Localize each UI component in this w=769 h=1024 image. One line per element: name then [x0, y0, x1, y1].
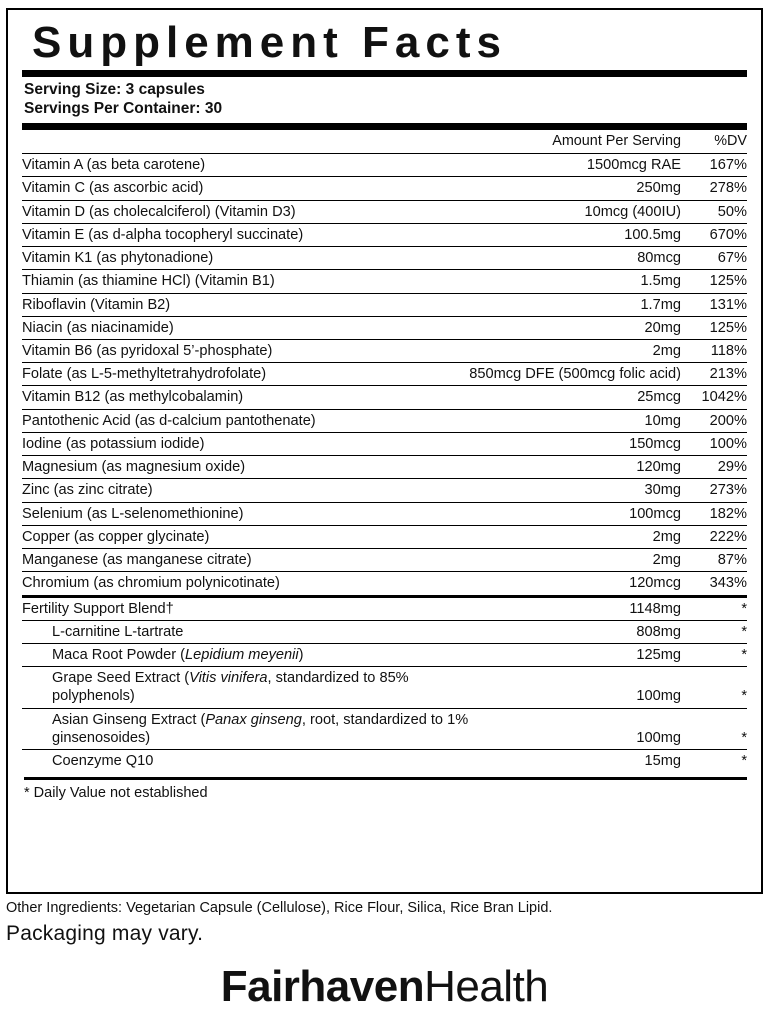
blend-item-name	[22, 667, 469, 708]
nutrient-dv: 213%	[681, 363, 747, 386]
divider-heavy-top	[22, 70, 747, 77]
nutrient-name: Copper (as copper glycinate)	[22, 525, 469, 548]
blend-item-dv: *	[681, 620, 747, 643]
nutrient-amount: 100.5mg	[469, 223, 681, 246]
nutrient-dv: 273%	[681, 479, 747, 502]
nutrient-name: Pantothenic Acid (as d-calcium pantothenate)	[22, 409, 469, 432]
nutrient-dv: 29%	[681, 456, 747, 479]
column-header-dv: %DV	[714, 133, 747, 150]
table-row	[22, 456, 747, 479]
nutrient-amount: 1500mcg RAE	[469, 154, 681, 177]
supplement-facts-panel	[6, 8, 763, 894]
nutrient-dv: 131%	[681, 293, 747, 316]
blend-item-amount: 100mg	[469, 708, 681, 749]
nutrient-name: Vitamin B12 (as methylcobalamin)	[22, 386, 469, 409]
blend-item-dv: *	[681, 708, 747, 749]
blend-item-name	[22, 620, 469, 643]
blend-item-name-text: Grape Seed Extract (	[52, 670, 190, 687]
nutrient-name: Vitamin K1 (as phytonadione)	[22, 247, 469, 270]
table-row	[22, 432, 747, 455]
table-row	[22, 620, 747, 643]
blend-item-amount: 808mg	[469, 620, 681, 643]
table-row	[22, 479, 747, 502]
table-row	[22, 409, 747, 432]
blend-item-name	[22, 708, 469, 749]
nutrient-name: Zinc (as zinc citrate)	[22, 479, 469, 502]
nutrient-amount: 10mg	[469, 409, 681, 432]
nutrient-amount: 120mcg	[469, 572, 681, 596]
nutrient-amount: 25mcg	[469, 386, 681, 409]
blend-item-name-text: Coenzyme Q10	[52, 753, 154, 770]
table-row	[22, 247, 747, 270]
nutrient-name: Folate (as L-5-methyltetrahydrofolate)	[22, 363, 469, 386]
nutrient-name: Selenium (as L-selenomethionine)	[22, 502, 469, 525]
nutrient-amount: 100mcg	[469, 502, 681, 525]
nutrient-dv: 182%	[681, 502, 747, 525]
table-row	[22, 525, 747, 548]
nutrient-name: Manganese (as manganese citrate)	[22, 549, 469, 572]
nutrient-amount: 20mg	[469, 316, 681, 339]
nutrient-dv: 343%	[681, 572, 747, 596]
table-row	[22, 293, 747, 316]
blend-item-latin-name: Vitis vinifera	[189, 670, 268, 687]
nutrient-amount: 30mg	[469, 479, 681, 502]
blend-item-name-suffix: )	[298, 647, 304, 664]
other-ingredients: Other Ingredients: Vegetarian Capsule (Cellulose), Rice Flour, Silica, Rice Bran Lipid.	[6, 900, 553, 916]
nutrient-name: Niacin (as niacinamide)	[22, 316, 469, 339]
nutrient-dv: 125%	[681, 316, 747, 339]
nutrient-amount: 120mg	[469, 456, 681, 479]
page-title: Supplement Facts	[32, 18, 507, 67]
table-row	[22, 667, 747, 708]
daily-value-footnote: * Daily Value not established	[24, 777, 747, 801]
nutrient-name: Vitamin C (as ascorbic acid)	[22, 177, 469, 200]
nutrient-amount: 2mg	[469, 549, 681, 572]
nutrient-dv: 200%	[681, 409, 747, 432]
table-row	[22, 270, 747, 293]
nutrient-dv: 87%	[681, 549, 747, 572]
table-row	[22, 708, 747, 749]
nutrient-name: Riboflavin (Vitamin B2)	[22, 293, 469, 316]
table-row	[22, 750, 747, 773]
nutrient-dv: 50%	[681, 200, 747, 223]
table-row	[22, 549, 747, 572]
blend-item-dv: *	[681, 644, 747, 667]
table-header-row	[22, 130, 747, 154]
packaging-note: Packaging may vary.	[6, 922, 204, 945]
blend-item-latin-name: Lepidium meyenii	[185, 647, 299, 664]
column-header-amount: Amount Per Serving	[552, 133, 681, 150]
nutrient-amount: 10mcg (400IU)	[469, 200, 681, 223]
nutrient-name: Vitamin E (as d-alpha tocopheryl succinate)	[22, 223, 469, 246]
blend-item-dv: *	[681, 667, 747, 708]
nutrient-dv: 125%	[681, 270, 747, 293]
nutrient-amount: 850mcg DFE (500mcg folic acid)	[469, 363, 681, 386]
blend-item-name	[22, 750, 469, 773]
nutrient-amount: 1.5mg	[469, 270, 681, 293]
brand-name-part1: Fairhaven	[220, 962, 425, 1011]
table-row	[22, 177, 747, 200]
nutrient-dv: 167%	[681, 154, 747, 177]
nutrient-name: Vitamin A (as beta carotene)	[22, 154, 469, 177]
nutrient-name: Chromium (as chromium polynicotinate)	[22, 572, 469, 596]
nutrient-amount: 1.7mg	[469, 293, 681, 316]
brand-logo	[0, 962, 769, 1012]
blend-item-dv: *	[681, 750, 747, 773]
nutrient-amount: 250mg	[469, 177, 681, 200]
table-row	[22, 502, 747, 525]
blend-item-name-text: L-carnitine L-tartrate	[52, 623, 184, 640]
blend-name: Fertility Support Blend†	[22, 596, 469, 620]
blend-item-amount: 125mg	[469, 644, 681, 667]
column-header-name	[22, 130, 469, 154]
blend-item-name-text: Maca Root Powder (	[52, 647, 186, 664]
nutrient-amount: 2mg	[469, 525, 681, 548]
table-row	[22, 363, 747, 386]
nutrient-amount: 2mg	[469, 339, 681, 362]
nutrition-table	[22, 130, 747, 772]
blend-header-row	[22, 596, 747, 620]
blend-item-latin-name: Panax ginseng	[205, 711, 302, 728]
blend-dv: *	[681, 596, 747, 620]
table-row	[22, 154, 747, 177]
table-row	[22, 200, 747, 223]
table-row	[22, 223, 747, 246]
nutrient-dv: 278%	[681, 177, 747, 200]
nutrient-dv: 1042%	[681, 386, 747, 409]
blend-item-name	[22, 644, 469, 667]
divider-heavy-mid	[22, 123, 747, 130]
serving-size: Serving Size: 3 capsules	[24, 81, 205, 99]
blend-item-name-text: Asian Ginseng Extract (	[52, 711, 206, 728]
table-row	[22, 572, 747, 596]
table-row	[22, 386, 747, 409]
blend-item-name-suffix: , root, standardized to 1% ginsenosoides)	[52, 711, 469, 746]
nutrient-dv: 100%	[681, 432, 747, 455]
servings-per-container: Servings Per Container: 30	[24, 99, 223, 117]
blend-item-amount: 15mg	[469, 750, 681, 773]
nutrient-name: Vitamin D (as cholecalciferol) (Vitamin D3)	[22, 200, 469, 223]
nutrient-amount: 80mcg	[469, 247, 681, 270]
blend-amount: 1148mg	[469, 596, 681, 620]
nutrient-dv: 118%	[681, 339, 747, 362]
nutrient-dv: 67%	[681, 247, 747, 270]
nutrient-dv: 670%	[681, 223, 747, 246]
blend-item-amount: 100mg	[469, 667, 681, 708]
nutrient-name: Magnesium (as magnesium oxide)	[22, 456, 469, 479]
nutrient-name: Iodine (as potassium iodide)	[22, 432, 469, 455]
table-row	[22, 644, 747, 667]
table-row	[22, 339, 747, 362]
nutrient-amount: 150mcg	[469, 432, 681, 455]
brand-name-part2: Health	[424, 962, 549, 1011]
nutrient-name: Vitamin B6 (as pyridoxal 5’-phosphate)	[22, 339, 469, 362]
nutrient-name: Thiamin (as thiamine HCl) (Vitamin B1)	[22, 270, 469, 293]
blend-item-name-suffix: , standardized to 85% polyphenols)	[52, 670, 409, 705]
table-row	[22, 316, 747, 339]
nutrient-dv: 222%	[681, 525, 747, 548]
